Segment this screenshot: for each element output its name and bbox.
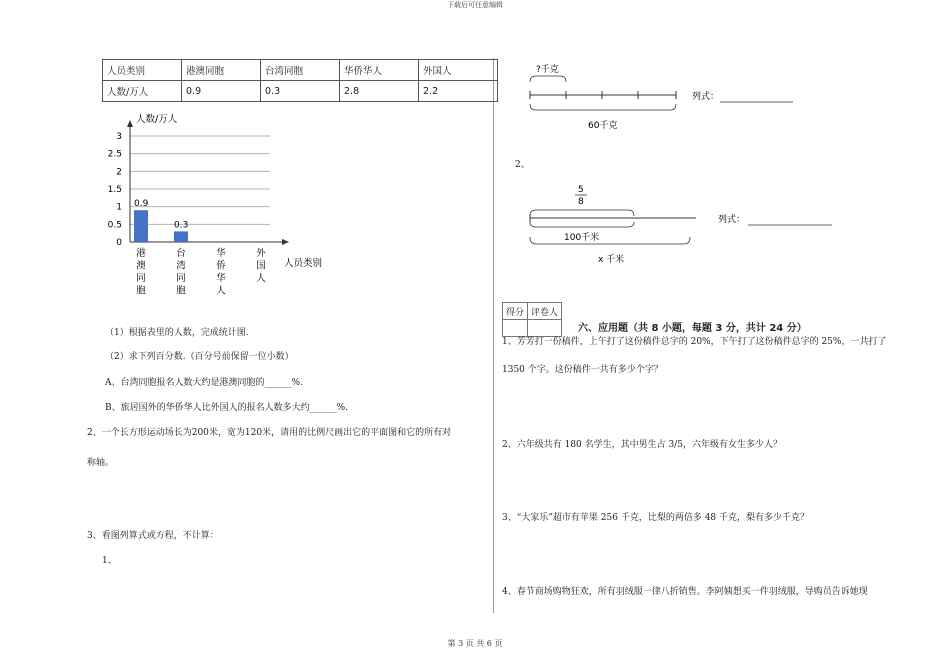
score-box [502,302,562,337]
table-cell: 2.2 [419,81,498,102]
question-3: 3、看图列算式或方程，不计算： [87,531,219,541]
table-header-cell: 港澳同胞 [182,60,261,81]
y-axis-label: 人数/万人 [136,114,178,125]
page-footer: 第 3 页 共 6 页 [447,639,503,648]
score-label: 得分 [503,303,528,320]
diagram-1-formula-label: 列式： [692,92,720,102]
grader-label: 评卷人 [528,303,562,320]
middle-brace [530,222,634,227]
diagram-2-number: 2、 [515,160,530,170]
bar [174,231,188,242]
y-tick-label: 0 [116,238,122,248]
y-tick-label: 2 [116,167,122,178]
table-header-cell: 台湾同胞 [261,60,340,81]
column-divider [493,58,494,613]
diagram-1-top-label: ?千克 [536,65,559,75]
question-1-a: A、台湾同胞报名人数大约是港澳同胞的______%. [105,378,303,388]
y-tick-label: 0.5 [107,220,122,231]
question-2-line2: 称轴。 [87,458,115,468]
x-category-label: 华侨华人 [216,248,226,297]
x-category-label: 港澳同胞 [136,248,146,297]
diagram-2-middle-label: 100千米 [564,233,600,243]
problem-1-line1: 1、芳芳打一份稿件，上午打了这份稿件总字的 20%，下午打了这份稿件总字的 25%，一共打了 [502,337,887,347]
question-3-item-1: 1、 [102,556,117,566]
x-category-label: 外国人 [256,248,266,284]
stats-table [102,59,498,102]
y-tick-label: 1.5 [107,185,122,195]
fraction-numerator: 5 [578,185,584,195]
diagram-1-bottom-label: 60千克 [588,121,618,131]
y-tick-label: 1 [116,202,122,213]
y-tick-label: 3 [116,132,122,142]
bottom-brace [530,104,676,110]
x-category-label: 台湾同胞 [176,248,186,297]
bar-data-label: 0.9 [134,199,149,210]
bar-data-label: 0.3 [174,220,189,231]
section-title: 六、应用题（共 8 小题，每题 3 分，共计 24 分） [578,323,807,334]
problem-4: 4、春节商场购物狂欢，所有羽绒服一律八折销售。李阿姨想买一件羽绒服，导购员告诉她现 [502,587,868,597]
question-1-b: B、旅居国外的华侨华人比外国人的报名人数多大约______%. [105,403,349,413]
x-axis-label: 人员类别 [284,258,323,269]
score-header-row [503,303,562,320]
table-cell: 人数/万人 [103,81,182,102]
question-2-line1: 2、一个长方形运动场长为200米，宽为120米，请用的比例尺画出它的平面图和它的所有对 [87,428,452,438]
top-brace [530,76,566,82]
table-header-row [103,60,498,81]
diagram-2-bottom-label: x 千米 [598,255,625,265]
diagram-2-formula-label: 列式： [718,215,746,225]
page-header: 下载后可任意编辑 [447,1,503,9]
segment-diagram-2 [520,182,840,272]
x-axis-arrow [282,239,289,245]
y-tick-label: 2.5 [107,149,122,160]
table-row [103,81,498,102]
table-header-cell: 华侨华人 [340,60,419,81]
bottom-brace [530,237,690,244]
problem-3: 3、“大家乐”超市有苹果 256 千克，比梨的两倍多 48 千克，梨有多少千克？ [502,513,810,523]
bar [134,210,148,242]
top-brace [530,210,634,216]
table-header-cell: 外国人 [419,60,498,81]
problem-1-line2: 1350 个字。这份稿件一共有多少个字？ [502,365,663,375]
y-axis-arrow [127,120,133,127]
table-cell: 0.9 [182,81,261,102]
fraction-denominator: 8 [578,197,584,207]
table-header-cell: 人员类别 [103,60,182,81]
question-1-sub2: （2）求下列百分数.（百分号前保留一位小数） [105,352,294,362]
question-1-sub1: （1）根据表里的人数，完成统计图. [105,328,249,338]
bar-chart [100,108,340,308]
segment-diagram-1 [520,58,810,138]
table-cell: 2.8 [340,81,419,102]
table-cell: 0.3 [261,81,340,102]
problem-2: 2、六年级共有 180 名学生，其中男生占 3/5，六年级有女生多少人？ [502,440,782,450]
